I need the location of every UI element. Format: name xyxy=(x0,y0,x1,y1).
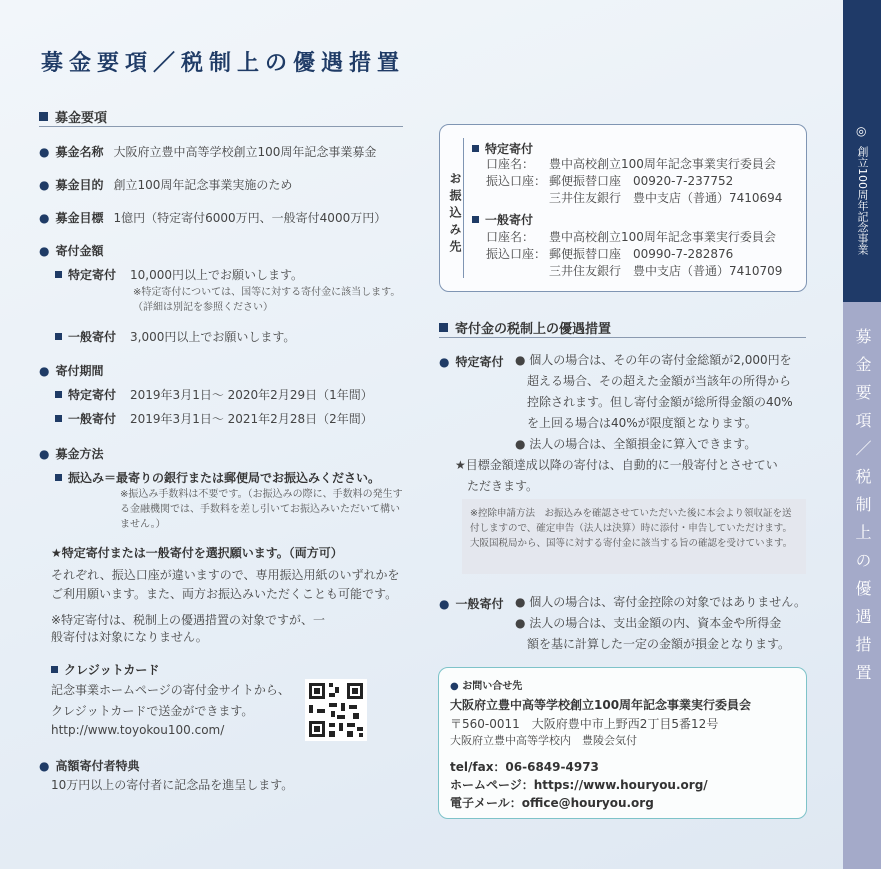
general-period-label: 一般寄付 xyxy=(68,412,117,426)
contact-org: 大阪府立豊中高等学校創立100周年記念事業実行委員会 xyxy=(450,698,752,712)
tax-star-l2: ただきます。 xyxy=(467,479,539,493)
special-period: 2019年3月1日～ 2020年2月29日（1年間） xyxy=(130,388,373,402)
tax-special-label-row: ● 特定寄付 xyxy=(439,355,504,369)
contact-email-link[interactable]: 電子メール：office@houryou.org xyxy=(450,796,654,810)
account-name-label: 口座名： xyxy=(486,157,535,171)
credit-body-2: クレジットカードで送金ができます。 xyxy=(51,704,254,718)
bank-general-title: 一般寄付 xyxy=(485,213,534,227)
qr-code-icon[interactable] xyxy=(305,679,367,741)
special-bank: 三井住友銀行 豊中支店（普通）7410694 xyxy=(549,191,783,205)
divider xyxy=(39,126,403,127)
tax-section-title: 寄付金の税制上の優遇措置 xyxy=(455,322,612,337)
choose-note: ※特定寄付は、税制上の優遇措置の対象ですが、一般寄付は対象になりません。 xyxy=(51,613,326,644)
special-account-name: 豊中高校創立100周年記念事業実行委員会 xyxy=(549,157,776,171)
transfer-title: 振込み＝最寄りの銀行または郵便局でお振込みください。 xyxy=(68,471,381,485)
choose-title: ★特定寄付または一般寄付を選択願います。（両方可） xyxy=(51,546,343,560)
fund-name-label: 募金名称 xyxy=(55,145,104,159)
credit-heading xyxy=(51,659,159,678)
contact-web-link[interactable]: ホームページ：https://www.houryou.org/ xyxy=(450,778,708,792)
contact-title: お問い合せ先 xyxy=(462,681,523,692)
fund-purpose-label: 募金目的 xyxy=(55,178,104,192)
high-donor-heading: ● 高額寄付者特典 xyxy=(39,759,140,773)
fund-purpose-row: ● 募金目的 創立100周年記念事業実施のため xyxy=(39,178,293,192)
tax-special-p2: ● 法人の場合は、全額損金に算入できます。 xyxy=(515,437,757,451)
divider xyxy=(463,138,464,278)
high-donor-body: 10万円以上の寄付者に記念品を進呈します。 xyxy=(51,778,294,792)
choose-body: それぞれ、振込口座が違いますので、専用振込用紙のいずれかをご利用願います。また、両方お振込みいただくことも可能です。 xyxy=(51,568,400,601)
fund-target-value: 1億円（特定寄付6000万円、一般寄付4000万円） xyxy=(113,211,387,225)
tax-text: 法人の場合は、全額損金に算入できます。 xyxy=(529,437,757,451)
credit-url[interactable]: http://www.toyokou100.com/ xyxy=(51,723,225,737)
special-postal: 郵便振替口座 00920-7-237752 xyxy=(549,174,734,188)
tax-general-p2-l1: ● 法人の場合は、支出金額の内、資本金や所得金 xyxy=(515,616,782,630)
tax-special-p1-l4: を上回る場合は40%が限度額となります。 xyxy=(527,416,757,430)
bank-general-heading xyxy=(472,209,533,228)
period-heading: ● 寄付期間 xyxy=(39,364,104,378)
fund-purpose-value: 創立100周年記念事業実施のため xyxy=(113,178,293,192)
tax-special-p1-l1: ● 個人の場合は、その年の寄付金総額が2,000円を xyxy=(515,353,792,367)
credit-body-1: 記念事業ホームページの寄付金サイトから、 xyxy=(51,683,290,697)
tax-special-p1-l2: 超える場合、その超えた金額が当該年の所得から xyxy=(527,374,792,388)
tax-text: 個人の場合は、その年の寄付金総額が2,000円を xyxy=(529,353,792,367)
tax-general-label-row: ● 一般寄付 xyxy=(439,597,504,611)
tax-text: 個人の場合は、寄付金控除の対象ではありません。 xyxy=(529,595,807,609)
fund-target-row: ● 募金目標 1億円（特定寄付6000万円、一般寄付4000万円） xyxy=(39,211,387,225)
tax-general-label: 一般寄付 xyxy=(455,597,504,611)
special-period-label: 特定寄付 xyxy=(68,388,117,402)
section-tax xyxy=(439,318,611,337)
general-label: 一般寄付 xyxy=(68,330,117,344)
fund-name-row: ● 募金名称 大阪府立豊中高等学校創立100周年記念事業募金 xyxy=(39,145,377,159)
period-label: 寄付期間 xyxy=(55,364,104,378)
tax-text: 法人の場合は、支出金額の内、資本金や所得金 xyxy=(529,616,782,630)
amount-heading: ● 寄付金額 xyxy=(39,244,104,258)
tax-special-label: 特定寄付 xyxy=(455,355,504,369)
bank-side-label: お振込み先 xyxy=(448,171,462,257)
account-label: 振込口座： xyxy=(486,174,547,188)
tax-star-l1: ★目標金額達成以降の寄付は、自動的に一般寄付とさせてい xyxy=(455,458,778,472)
transfer-note: ※振込み手数料は不要です。（お振込みの際に、手数料の発生する金融機関では、手数料を差し引いてお振込みいただいて構いません。） xyxy=(120,489,403,530)
high-donor-label: 高額寄付者特典 xyxy=(55,759,140,773)
transfer-row xyxy=(55,467,380,486)
method-label: 募金方法 xyxy=(55,447,104,461)
general-period: 2019年3月1日～ 2021年2月28日（2年間） xyxy=(130,412,373,426)
special-label: 特定寄付 xyxy=(68,268,117,282)
page-title: 募金要項／税制上の優遇措置 xyxy=(41,51,406,76)
credit-title: クレジットカード xyxy=(64,663,160,677)
tax-general-p1: ● 個人の場合は、寄付金控除の対象ではありません。 xyxy=(515,595,807,609)
sidebar-mark: ◎ xyxy=(856,124,867,138)
square-icon xyxy=(39,112,48,121)
contact-address: 〒560-0011 大阪府豊中市上野西2丁目5番12号 xyxy=(450,717,719,731)
general-period-row xyxy=(55,408,373,427)
special-amount-row xyxy=(55,264,303,283)
bank-special-title: 特定寄付 xyxy=(485,142,534,156)
special-note: ※特定寄付については、国等に対する寄付金に該当します。（詳細は別記を参照ください） xyxy=(133,287,401,313)
section-title: 募金要項 xyxy=(55,111,108,126)
tax-special-p1-l3: 控除されます。但し寄付金額が総所得金額の40% xyxy=(527,395,793,409)
general-amount-row xyxy=(55,326,295,345)
fund-target-label: 募金目標 xyxy=(55,211,104,225)
contact-address2: 大阪府立豊中高等学校内 豊陵会気付 xyxy=(450,734,637,747)
general-postal: 郵便振替口座 00990-7-282876 xyxy=(549,247,734,261)
account-name-label: 口座名： xyxy=(486,230,535,244)
sidebar xyxy=(843,0,881,869)
general-amount: 3,000円以上でお願いします。 xyxy=(130,330,296,344)
divider xyxy=(439,337,806,338)
tax-general-p2-l2: 額を基に計算した一定の金額が損金となります。 xyxy=(527,637,791,651)
special-amount: 10,000円以上でお願いします。 xyxy=(130,268,304,282)
sidebar-top-text: 創立100周年記念事業 xyxy=(856,146,869,255)
sidebar-bottom-text: 募金要項／税制上の優遇措置 xyxy=(853,328,872,692)
section-fundraising xyxy=(39,107,107,126)
fund-name-value: 大阪府立豊中高等学校創立100周年記念事業募金 xyxy=(113,145,377,159)
contact-tel[interactable]: tel/fax：06-6849-4973 xyxy=(450,760,599,774)
general-account-name: 豊中高校創立100周年記念事業実行委員会 xyxy=(549,230,776,244)
square-icon xyxy=(439,323,448,332)
amount-label: 寄付金額 xyxy=(55,244,104,258)
general-bank: 三井住友銀行 豊中支店（普通）7410709 xyxy=(549,264,783,278)
contact-heading: ● お問い合せ先 xyxy=(450,681,523,692)
special-period-row xyxy=(55,384,373,403)
method-heading: ● 募金方法 xyxy=(39,447,104,461)
tax-deduction-note: ※控除申請方法 お振込みを確認させていただいた後に本会より領収証を送付しますので、確定申告（法人は決算）時に添付・申告していただけます。大阪国税局から、国等に対する寄付金に該当する旨の確認を受けています。 xyxy=(470,508,793,549)
account-label: 振込口座： xyxy=(486,247,547,261)
